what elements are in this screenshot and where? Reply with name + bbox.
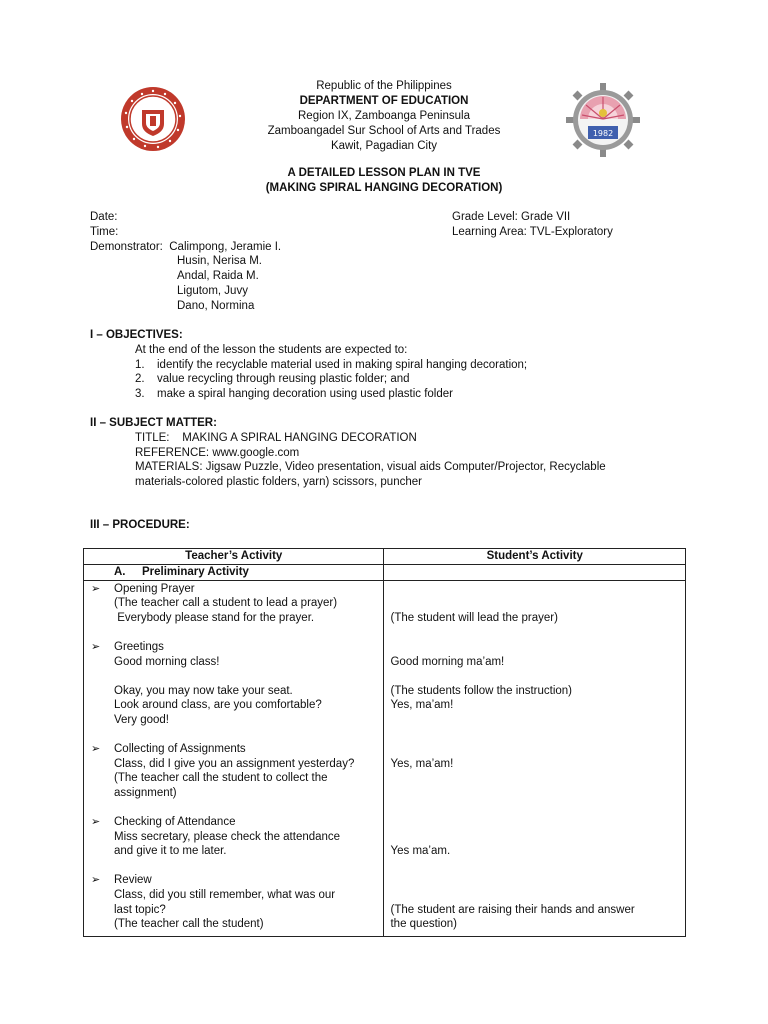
arrow-bullet-icon: ➢ bbox=[91, 640, 101, 653]
table-header-row bbox=[84, 549, 686, 565]
table-row bbox=[84, 580, 686, 936]
teacher-activity-header: Teacher’s Activity bbox=[84, 549, 384, 565]
header-region: Region IX, Zamboanga Peninsula bbox=[298, 110, 470, 122]
subject-title-row bbox=[90, 431, 690, 446]
subject-matter-heading: II – SUBJECT MATTER: bbox=[90, 417, 217, 429]
list-item: ➢ Greetings bbox=[91, 640, 164, 653]
subject-materials-1: MATERIALS: Jigsaw Puzzle, Video presentation, visual aids Computer/Projector, Recyclable bbox=[135, 461, 606, 474]
header-address: Kawit, Pagadian City bbox=[330, 140, 438, 152]
subject-matter-section bbox=[90, 416, 690, 490]
table-row bbox=[84, 565, 686, 581]
arrow-bullet-icon: ➢ bbox=[91, 582, 101, 595]
procedure-table bbox=[83, 548, 686, 937]
subject-title-value: MAKING A SPIRAL HANGING DECORATION bbox=[182, 431, 417, 444]
teacher-activity-cell: ➢ Opening Prayer (The teacher call a student to lead a prayer) Everybody please stand for the prayer. ➢ Greetings Good morning class! Okay, you may now take your seat. Look around class, are you comfortable? Very good! ➢ Collecting of Assignments Class, did I give you an assignment yesterday? (The teacher call the student to collect the assignment) ➢ Checking of Attendance Miss secretary, please check the attendance and give it to me later. ➢ Review Class, did you still remember, what was our last topic? (The teacher call the student) bbox=[84, 580, 384, 936]
subject-reference: REFERENCE: www.google.com bbox=[135, 446, 300, 459]
document-header bbox=[0, 79, 768, 154]
list-item: ➢ Checking of Attendance bbox=[91, 816, 236, 829]
objectives-section bbox=[90, 328, 690, 402]
demonstrator-name: Ligutom, Juvy bbox=[177, 284, 248, 297]
arrow-bullet-icon: ➢ bbox=[91, 816, 101, 829]
arrow-bullet-icon: ➢ bbox=[91, 743, 101, 756]
title-line-1: A DETAILED LESSON PLAN IN TVE bbox=[287, 167, 481, 179]
objective-item: 3. make a spiral hanging decoration using used plastic folder bbox=[135, 388, 453, 401]
learning-area: Learning Area: TVL-Exploratory bbox=[452, 225, 613, 238]
objective-item: 2. value recycling through reusing plastic folder; and bbox=[135, 373, 410, 386]
demonstrator-label: Demonstrator: bbox=[90, 240, 163, 253]
procedure-heading: III – PROCEDURE: bbox=[90, 519, 190, 531]
date-label: Date: bbox=[90, 211, 118, 223]
demonstrator-name: Calimpong, Jeramie I. bbox=[169, 240, 282, 253]
preliminary-activity-cell: A. Preliminary Activity bbox=[84, 565, 384, 581]
demonstrator-row bbox=[90, 240, 430, 255]
logo-year-text: 1982 bbox=[592, 129, 614, 138]
list-item: ➢ Collecting of Assignments bbox=[91, 743, 246, 756]
list-item: ➢ Opening Prayer bbox=[91, 582, 195, 595]
header-republic: Republic of the Philippines bbox=[316, 80, 452, 92]
empty-cell bbox=[384, 565, 686, 581]
time-label: Time: bbox=[90, 225, 119, 238]
info-right bbox=[452, 210, 692, 240]
list-item: ➢ Review bbox=[91, 874, 152, 887]
subject-materials-2: materials-colored plastic folders, yarn) scissors, puncher bbox=[135, 476, 422, 489]
student-activity-cell: (The student will lead the prayer) Good morning ma’am! (The students follow the instruction) Yes, ma’am! Yes, ma’am! Yes ma’am. (The student are raising their hands and answer the question) bbox=[384, 580, 686, 936]
title-line-2: (MAKING SPIRAL HANGING DECORATION) bbox=[265, 182, 503, 194]
objectives-heading: I – OBJECTIVES: bbox=[90, 329, 183, 341]
student-activity-header: Student’s Activity bbox=[384, 549, 686, 565]
demonstrator-name: Dano, Normina bbox=[177, 299, 255, 312]
grade-level: Grade Level: Grade VII bbox=[452, 211, 571, 223]
header-school: Zamboangadel Sur School of Arts and Trades bbox=[267, 125, 501, 137]
info-left bbox=[90, 210, 430, 314]
document-title bbox=[0, 166, 768, 196]
objectives-intro: At the end of the lesson the students are expected to: bbox=[135, 343, 408, 356]
objective-item: 1. identify the recyclable material used in making spiral hanging decoration; bbox=[135, 358, 528, 371]
header-department: DEPARTMENT OF EDUCATION bbox=[299, 95, 469, 107]
demonstrator-name: Andal, Raida M. bbox=[177, 270, 259, 283]
arrow-bullet-icon: ➢ bbox=[91, 874, 101, 887]
subject-title-label: TITLE: bbox=[135, 431, 170, 444]
demonstrator-name: Husin, Nerisa M. bbox=[177, 255, 262, 268]
